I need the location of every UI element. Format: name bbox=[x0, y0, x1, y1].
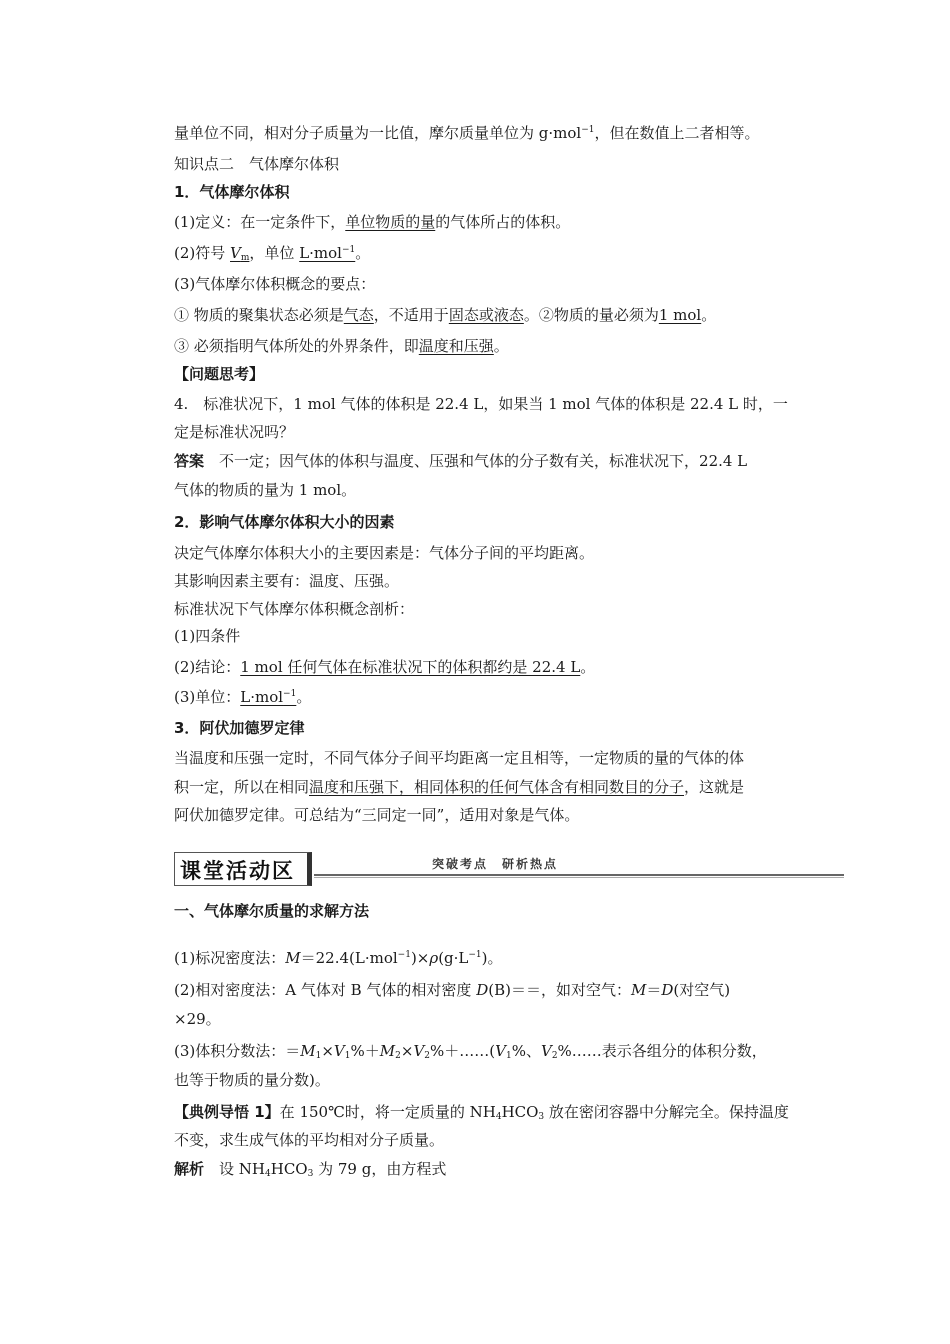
text-line: 阿伏加德罗定律。可总结为“三同定一同”，适用对象是气体。 bbox=[174, 806, 580, 824]
banner-rule bbox=[314, 874, 844, 876]
text-line: ③ 必须指明气体所处的外界条件，即温度和压强。 bbox=[174, 337, 509, 355]
text-line: 标准状况下气体摩尔体积概念剖析： bbox=[174, 600, 415, 618]
text-line: 其影响因素主要有：温度、压强。 bbox=[174, 572, 400, 590]
text-line: 当温度和压强一定时，不同气体分子间平均距离一定且相等，一定物质的量的气体的体 bbox=[174, 749, 745, 767]
text-line: 4. 标准状况下，1 mol 气体的体积是 22.4 L，如果当 1 mol 气体的体积是 22.4 L 时，一 bbox=[174, 395, 788, 413]
text-line: (1)四条件 bbox=[174, 627, 241, 645]
text-line: (2)符号 $V_m$，单位 L·mol$^{-1}$。 bbox=[174, 244, 371, 263]
section-banner bbox=[174, 852, 844, 886]
text-line: 量单位不同，相对分子质量为一比值，摩尔质量单位为 g·mol$^{-1}$，但在数值上二者相等。 bbox=[174, 124, 760, 142]
text-line: ① 物质的聚集状态必须是气态，不适用于固态或液态。②物质的量必须为1 mol。 bbox=[174, 306, 717, 324]
text-line: (3)单位：L·mol$^{-1}$。 bbox=[174, 688, 312, 706]
text-line: 不变，求生成气体的平均相对分子质量。 bbox=[174, 1131, 445, 1149]
heading-question: 【问题思考】 bbox=[174, 365, 265, 383]
text-line: (3)体积分数法：$=M_1\times V_1\%+M_2\times V_2\%+\dots\dots(V_1\%$、$V_2\%\dots\dots$表示各组分的体积分数， bbox=[174, 1042, 767, 1061]
heading-molar-volume: 1．气体摩尔体积 bbox=[174, 183, 290, 201]
analysis-line: 解析 设 $NH_4HCO_3$ 为 79 g，由方程式 bbox=[174, 1160, 447, 1179]
banner-title: 课堂活动区 bbox=[180, 859, 295, 883]
heading-factors: 2．影响气体摩尔体积大小的因素 bbox=[174, 513, 395, 531]
text-line: 积一定，所以在相同温度和压强下，相同体积的任何气体含有相同数目的分子，这就是 bbox=[174, 778, 745, 796]
subheading-knowledge-point-2: 知识点二 气体摩尔体积 bbox=[174, 155, 340, 173]
text-line: 定是标准状况吗？ bbox=[174, 423, 295, 441]
banner-rule-thin bbox=[314, 877, 844, 878]
banner-subtitle: 突破考点 研析热点 bbox=[432, 857, 559, 871]
text-line: 也等于物质的量分数)。 bbox=[174, 1071, 330, 1089]
text-line: 气体的物质的量为 1 mol。 bbox=[174, 481, 357, 499]
text-line: (2)相对密度法：A 气体对 B 气体的相对密度 D(B)＝＝，如对空气：M＝D(对空气) bbox=[174, 981, 731, 999]
heading-molar-mass-methods: 一、气体摩尔质量的求解方法 bbox=[174, 902, 370, 920]
text-line: ×29。 bbox=[174, 1010, 221, 1028]
example-line: 【典例导悟 1】在 150℃时，将一定质量的 $NH_4HCO_3$ 放在密闭容器中分解完全。保持温度 bbox=[174, 1103, 789, 1122]
text-line: (3)气体摩尔体积概念的要点： bbox=[174, 275, 376, 293]
text-line: (1)标况密度法：$M=22.4(L\cdot mol^{-1})\times\rho(g\cdot L^{-1})$。 bbox=[174, 949, 503, 967]
text-line: (2)结论：1 mol 任何气体在标准状况下的体积都约是 22.4 L。 bbox=[174, 658, 596, 676]
answer-line: 答案 不一定；因气体的体积与温度、压强和气体的分子数有关，标准状况下，22.4 L bbox=[174, 452, 748, 470]
heading-avogadro: 3．阿伏加德罗定律 bbox=[174, 719, 305, 737]
text-line: (1)定义：在一定条件下，单位物质的量的气体所占的体积。 bbox=[174, 213, 571, 231]
text-line: 决定气体摩尔体积大小的主要因素是：气体分子间的平均距离。 bbox=[174, 544, 595, 562]
